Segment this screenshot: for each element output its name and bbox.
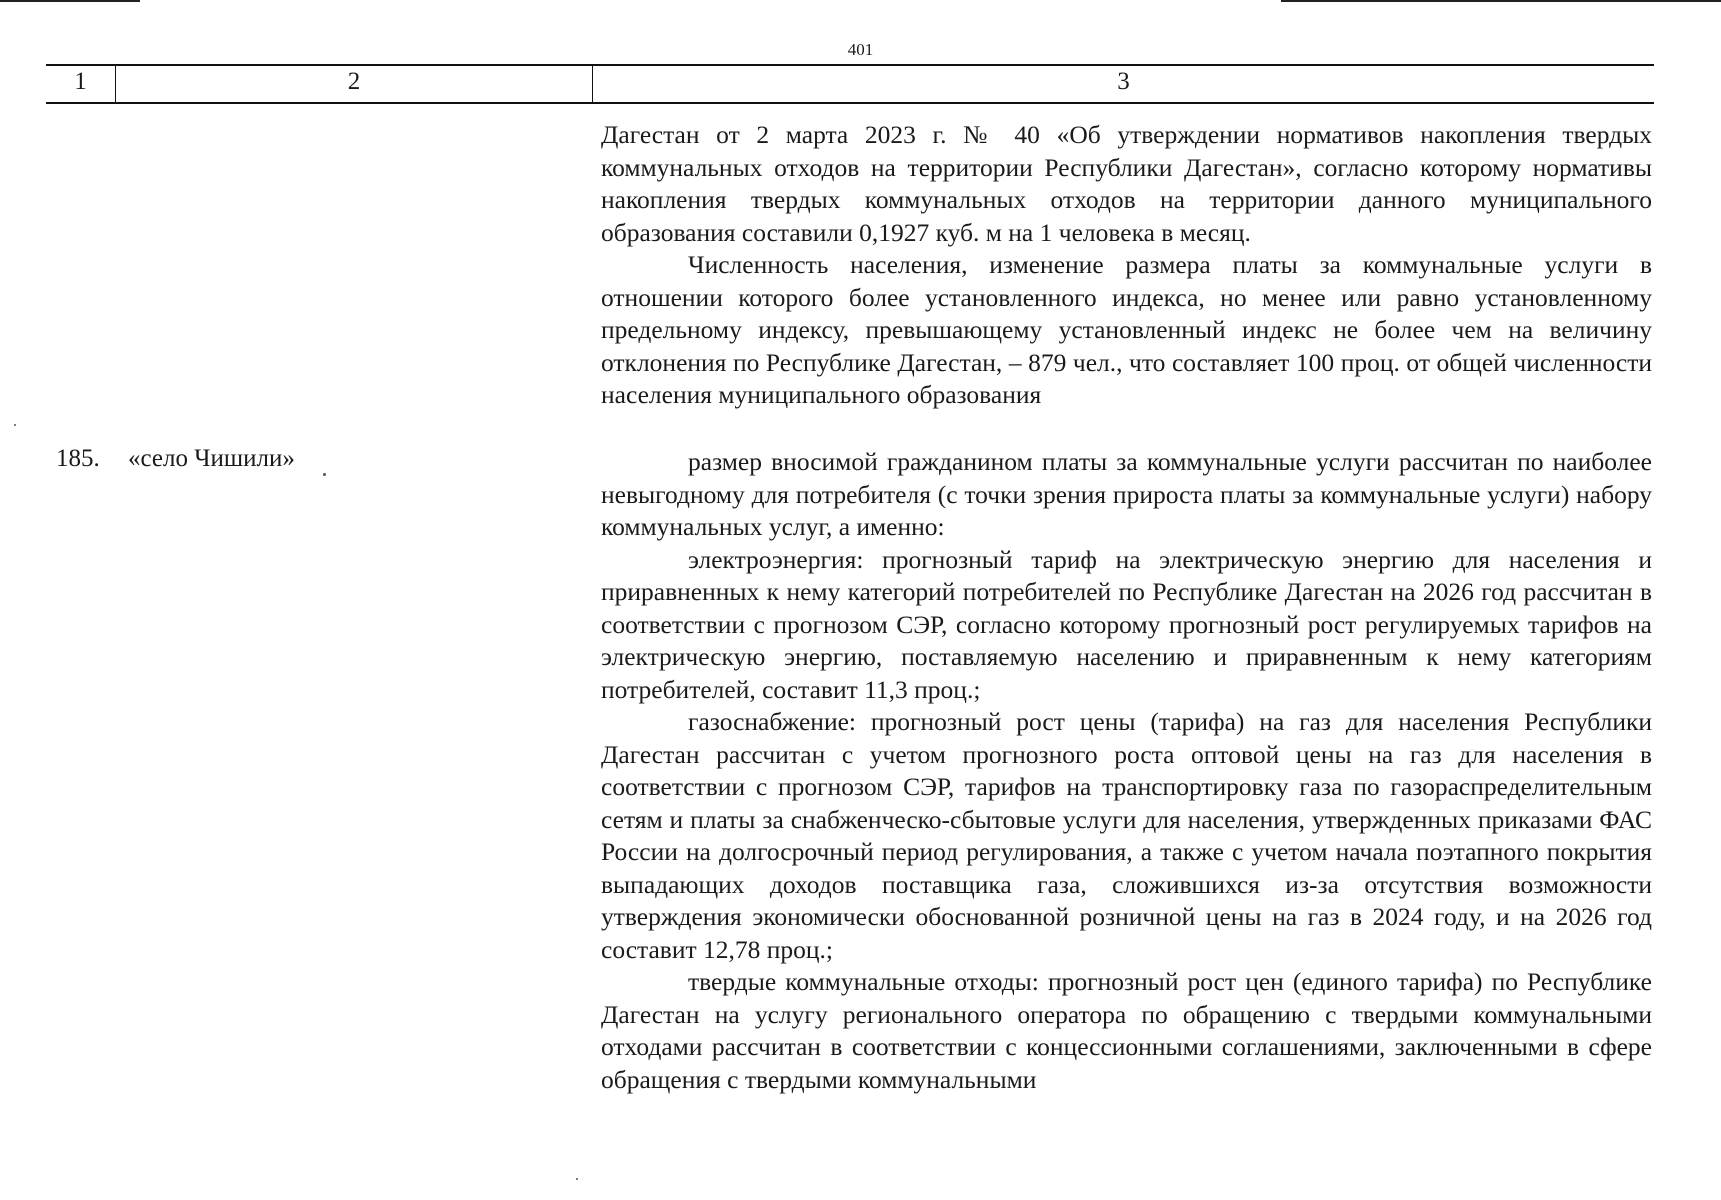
waste-paragraph: твердые коммунальные отходы: прогнозный рост цен (единого тарифа) по Республике Дагестан на услугу регионального оператора по обращению с твердыми коммунальными отходами рассчитан в соответствии с концессионными соглашениями, заключенными в сфере обращения с твердыми коммунальными bbox=[601, 967, 1652, 1094]
column-header-2: 2 bbox=[116, 66, 593, 102]
continuation-text bbox=[601, 119, 1652, 412]
scan-edge bbox=[0, 0, 140, 2]
population-paragraph: Численность населения, изменение размера платы за коммунальные услуги в отношении которого более установленного индекса, но менее или равно установленному предельному индексу, превышающему установленный индекс не более чем на величину отклонения по Республике Дагестан, – 879 чел., что составляет 100 проц. от общей численности населения муниципального образования bbox=[601, 250, 1652, 409]
scan-speck bbox=[576, 1178, 578, 1180]
table-header bbox=[46, 64, 1654, 104]
scan-speck bbox=[14, 424, 16, 426]
payment-paragraph: размер вносимой гражданином платы за коммунальные услуги рассчитан по наиболее невыгодному для потребителя (с точки зрения прироста платы за коммунальные услуги) набору коммунальных услуг, а именно: bbox=[601, 447, 1652, 541]
scan-speck bbox=[323, 473, 326, 476]
column-header-3: 3 bbox=[1117, 68, 1130, 95]
entry-number: 185. bbox=[56, 445, 100, 472]
continuation-paragraph: Дагестан от 2 марта 2023 г. № 40 «Об утверждении нормативов накопления твердых коммунальных отходов на территории Республики Дагестан», согласно которому нормативы накопления твердых коммунальных отходов на территории данного муниципального образования составили 0,1927 куб. м на 1 человека в месяц. bbox=[601, 120, 1652, 247]
column-header-1: 1 bbox=[46, 66, 116, 102]
entry-name: «село Чишили» bbox=[128, 445, 295, 472]
page-number: 401 bbox=[847, 40, 874, 59]
electricity-paragraph: электроэнергия: прогнозный тариф на электрическую энергию для населения и приравненных к нему категорий потребителей по Республике Дагестан на 2026 год рассчитан в соответствии с прогнозом СЭР, согласно которому прогнозный рост регулируемых тарифов на электрическую энергию, поставляемую населению и приравненным к нему категориям потребителей, составит 11,3 проц.; bbox=[601, 544, 1652, 704]
gas-paragraph: газоснабжение: прогнозный рост цены (тарифа) на газ для населения Республики Дагестан рассчитан с учетом прогнозного роста оптовой цены на газ для населения в соответствии с прогнозом СЭР, тарифов на транспортировку газа по газораспределительным сетям и платы за снабженческо-сбытовые услуги для населения, утвержденных приказами ФАС России на долгосрочный период регулирования, а также с учетом начала поэтапного покрытия выпадающих доходов поставщика газа, сложившихся из-за отсутствия возможности утверждения экономически обоснованной розничной цены на газ в 2024 году, и на 2026 год составит 12,78 проц.; bbox=[601, 707, 1652, 964]
scan-edge bbox=[1281, 0, 1721, 2]
entry-description bbox=[601, 446, 1652, 1096]
